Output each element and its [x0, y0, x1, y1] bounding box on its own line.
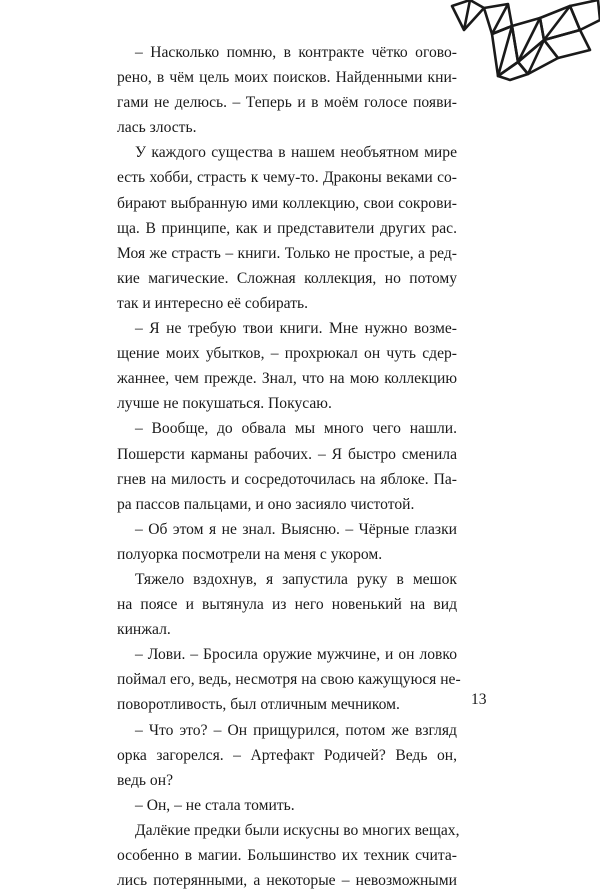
paragraph [117, 316, 457, 416]
text-line: Пошерсти карманы рабочих. – Я быстро сменила [117, 445, 457, 463]
paragraph [117, 517, 457, 567]
text-line: – Лови. – Бросила оружие мужчине, и он ловко [135, 646, 457, 664]
text-line: так и интересно её собирать. [117, 294, 309, 312]
page-number: 13 [471, 691, 487, 708]
text-line: поворотливость, был отличным мечником. [117, 696, 400, 714]
text-line: кие магические. Сложная коллекция, но потому [117, 269, 457, 287]
text-line: на поясе и вытянула из него новенький на вид [117, 596, 457, 614]
text-line: ра пассов пальцами, и оно засияло чистотой. [117, 495, 415, 513]
text-line: особенно в магии. Большинство их техник счита- [117, 847, 457, 864]
text-line: Тяжело вздохнув, я запустила руку в мешок [135, 570, 457, 588]
text-line: лучше не покушаться. Покусаю. [117, 395, 332, 413]
text-line: – Вообще, до обвала мы много чего нашли. [135, 420, 457, 438]
text-line: гнев на милость и сосредоточилась на яблоке. Па- [117, 470, 457, 488]
paragraph [117, 140, 457, 316]
paragraph [117, 818, 460, 893]
text-line: – Насколько помню, в контракте чётко огово- [135, 44, 457, 61]
paragraph [117, 642, 461, 717]
text-line: кинжал. [117, 621, 171, 639]
paragraph [117, 718, 457, 793]
text-line: лись потерянными, а некоторые – невозможными [117, 872, 457, 890]
text-line: У каждого существа в нашем необъятном мире [135, 144, 457, 162]
text-line: лась злость. [117, 119, 197, 137]
text-line: – Он, – не стала томить. [135, 796, 295, 814]
text-line: жаннее, чем прежде. Знал, что на мою коллекцию [117, 370, 457, 388]
body-text [117, 40, 461, 893]
geometric-crystal-icon [440, 0, 600, 90]
text-line: ведь он? [117, 771, 173, 789]
paragraph [117, 567, 457, 642]
text-line: поймал его, ведь, несмотря на свою кажущуюся не- [117, 671, 461, 689]
paragraph [117, 416, 457, 516]
text-line: гами не делюсь. – Теперь и в моём голосе появи- [117, 94, 457, 112]
text-line: бирают выбранную ими коллекцию, свои сокрови- [117, 194, 457, 212]
text-line: есть хобби, страсть к чему-то. Драконы веками со- [117, 169, 457, 187]
text-line: – Что это? – Он прищурился, потом же взгляд [135, 721, 457, 739]
text-line: орка загорелся. – Артефакт Родичей? Ведь он, [117, 746, 457, 764]
text-line: ща. В принципе, как и представители других рас. [117, 219, 457, 237]
paragraph [117, 40, 457, 140]
text-line: Моя же страсть – книги. Только не простые, а ред- [117, 244, 457, 262]
text-line: – Я не требую твои книги. Мне нужно возме- [135, 320, 457, 338]
paragraph [117, 793, 457, 818]
text-line: щение моих убытков, – прохрюкал он чуть сдер- [117, 345, 457, 363]
text-line: рено, в чём цель моих поисков. Найденными кни- [117, 69, 457, 87]
text-line: Далёкие предки были искусны во многих вещах, [135, 821, 460, 839]
text-line: – Об этом я не знал. Выясню. – Чёрные глазки [135, 520, 457, 538]
text-line: полуорка посмотрели на меня с укором. [117, 545, 383, 563]
